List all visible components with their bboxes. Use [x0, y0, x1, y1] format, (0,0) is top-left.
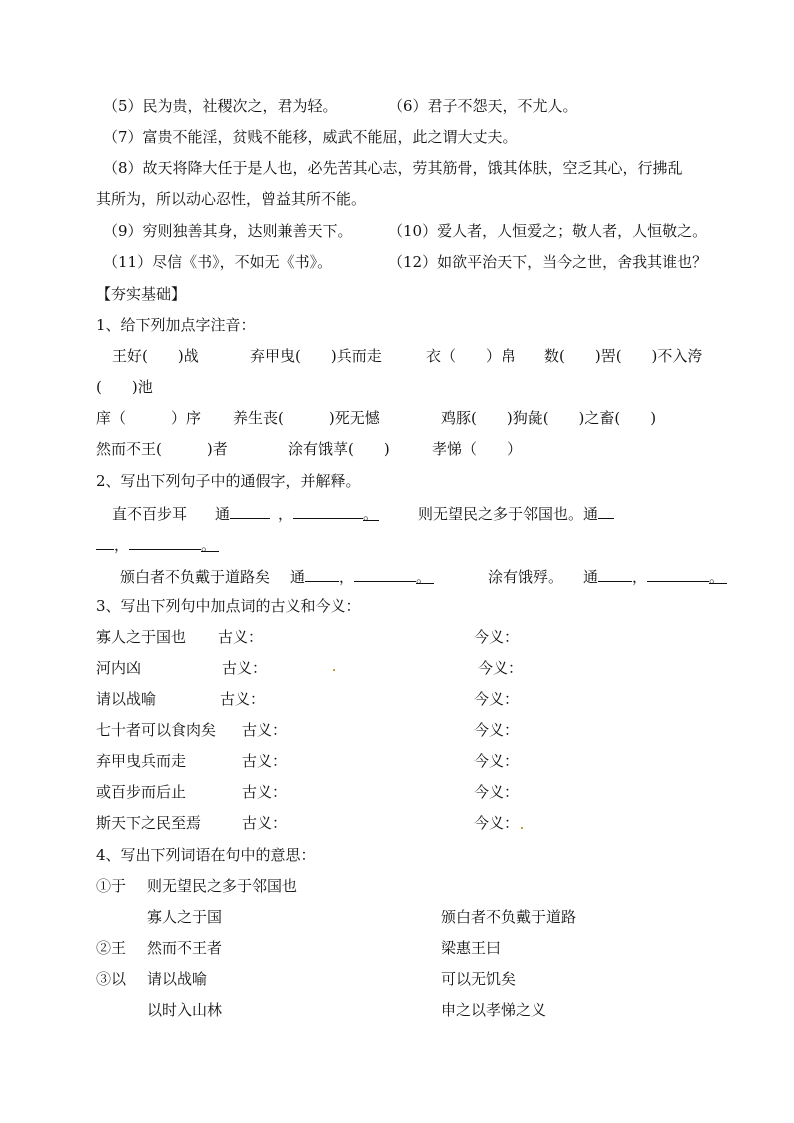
q4-word-label: ②王	[96, 939, 127, 957]
jin-label: 今义：	[478, 659, 524, 677]
period: 。	[416, 567, 434, 584]
q2-sentence: 颁白者不负戴于道路矣	[120, 568, 271, 586]
tong-label: 通	[290, 568, 306, 586]
q4-word-label: ①于	[96, 877, 127, 895]
answer-blank[interactable]	[129, 533, 201, 550]
q4-sentence: 请以战喻	[147, 970, 208, 988]
q1-item: 庠（ ）序	[96, 409, 202, 427]
q4-title: 4、写出下列词语在句中的意思：	[96, 846, 316, 864]
jin-label: 今义：	[474, 783, 520, 801]
gu-label: 古义：	[242, 752, 288, 770]
gu-label: 古义：	[218, 628, 264, 646]
q4-sentence: 寡人之于国	[147, 908, 223, 926]
q2-item-2-continued	[96, 533, 219, 555]
q3-title: 3、写出下列句中加点词的古义和今义：	[96, 597, 361, 615]
q2-item-3	[120, 565, 434, 587]
comma: ，	[632, 568, 648, 586]
answer-blank[interactable]	[598, 502, 614, 519]
tong-label: 通	[215, 505, 231, 523]
q3-row-sentence: 或百步而后止	[96, 783, 187, 801]
q1-item: 鸡豚( )狗彘( )之畜( )	[441, 409, 657, 427]
answer-blank[interactable]	[230, 502, 270, 519]
q1-item: 衣（ ）帛	[426, 347, 517, 365]
q3-row-sentence: 河内凶	[96, 659, 142, 677]
gu-label: 古义：	[242, 814, 288, 832]
gu-label: 古义：	[220, 690, 266, 708]
tong-label: 通	[583, 568, 599, 586]
comma: ，	[278, 505, 294, 523]
gu-label: 古义：	[242, 721, 288, 739]
jin-label: 今义：	[474, 814, 520, 832]
quote-12: （12）如欲平治天下，当今之世，舍我其谁也？	[388, 253, 708, 271]
period: 。	[709, 567, 727, 584]
answer-blank[interactable]	[598, 565, 632, 582]
q2-sentence: 则无望民之多于邻国也。通	[418, 505, 599, 523]
quote-6: （6）君子不怨天，不尤人。	[388, 97, 578, 115]
comma: ，	[114, 536, 130, 554]
jin-label: 今义：	[474, 690, 520, 708]
q3-row-sentence: 寡人之于国也	[96, 628, 187, 646]
jin-label: 今义：	[474, 752, 520, 770]
q2-title: 2、写出下列句子中的通假字，并解释。	[96, 472, 361, 490]
q1-item-continued: ( )池	[96, 378, 153, 396]
quote-10: （10）爱人者，人恒爱之；敬人者，人恒敬之。	[388, 222, 708, 240]
stray-dot	[521, 827, 523, 829]
answer-blank[interactable]	[96, 533, 114, 550]
q4-sentence: 则无望民之多于邻国也	[147, 877, 298, 895]
stray-dot	[333, 669, 335, 671]
q4-sentence: 可以无饥矣	[441, 970, 517, 988]
q3-row-sentence: 七十者可以食肉矣	[96, 721, 217, 739]
q2-item-2	[418, 502, 614, 524]
gu-label: 古义：	[222, 659, 268, 677]
q4-sentence: 申之以孝悌之义	[441, 1001, 547, 1019]
q1-item: 养生丧( )死无憾	[233, 409, 380, 427]
answer-blank[interactable]	[305, 565, 339, 582]
quote-5: （5）民为贵，社稷次之，君为轻。	[103, 97, 338, 115]
q1-item: 王好( )战	[112, 347, 199, 365]
q4-sentence: 然而不王者	[147, 939, 223, 957]
q4-sentence: 以时入山林	[147, 1001, 223, 1019]
period: 。	[201, 535, 219, 552]
comma: ，	[339, 568, 355, 586]
gu-label: 古义：	[242, 783, 288, 801]
answer-blank[interactable]	[293, 502, 363, 519]
q4-sentence: 梁惠王曰	[441, 939, 502, 957]
q3-row-sentence: 弃甲曳兵而走	[96, 752, 187, 770]
quote-8-line-2: 其所为，所以动心忍性，曾益其所不能。	[96, 190, 367, 208]
q4-sentence: 颁白者不负戴于道路	[441, 908, 577, 926]
answer-blank[interactable]	[354, 565, 416, 582]
q1-title: 1、给下列加点字注音：	[96, 316, 256, 334]
q1-item: 涂有饿莩( )	[288, 440, 390, 458]
q1-item: 孝悌（ ）	[432, 440, 523, 458]
jin-label: 今义：	[474, 628, 520, 646]
q3-row-sentence: 请以战喻	[96, 690, 157, 708]
q2-sentence: 直不百步耳	[112, 505, 188, 523]
q1-item: 数( )罟( )不入洿	[544, 347, 703, 365]
q3-row-sentence: 斯天下之民至焉	[96, 814, 202, 832]
q4-word-label: ③以	[96, 970, 127, 988]
period: 。	[363, 505, 379, 523]
quote-9: （9）穷则独善其身，达则兼善天下。	[103, 222, 353, 240]
answer-blank[interactable]	[647, 565, 709, 582]
q2-item-4	[488, 565, 727, 587]
q1-item: 弃甲曳( )兵而走	[250, 347, 382, 365]
q2-sentence: 涂有饿殍。	[488, 568, 564, 586]
jin-label: 今义：	[474, 721, 520, 739]
quote-11: （11）尽信《书》，不如无《书》。	[103, 253, 333, 271]
quote-7: （7）富贵不能淫，贫贱不能移，威武不能屈，此之谓大丈夫。	[103, 128, 518, 146]
q1-item: 然而不王( )者	[96, 440, 228, 458]
quote-8-line-1: （8）故天将降大任于是人也，必先苦其心志，劳其筋骨，饿其体肤，空乏其心，行拂乱	[103, 159, 683, 177]
q2-item-1	[112, 502, 379, 524]
section-title: 【夯实基础】	[96, 285, 187, 303]
